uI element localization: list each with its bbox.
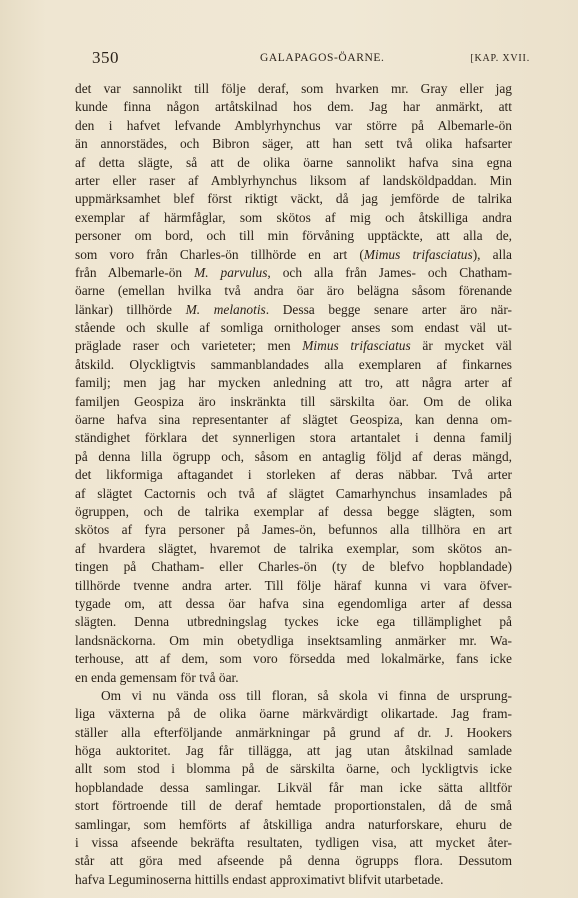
- text-line: ständighet förklara det synnerligen stora artantalet i denna familj: [75, 430, 512, 446]
- paragraph-end-line: en enda gemensam för två öar.: [75, 669, 239, 685]
- text-line: höga auktoritet. Jag får tillägga, att jag utan åtskilnad samlade: [75, 743, 512, 759]
- body-text: [75, 80, 512, 889]
- text-line: det var sannolikt till följe deraf, som hvarken mr. Gray eller jag: [75, 81, 512, 96]
- text-line: det likformiga aftagandet i storleken af deras näbbar. Två arter: [75, 467, 512, 483]
- paragraph-start-line: Om vi nu vända oss till floran, så skola vi finna de ursprung-: [101, 687, 512, 703]
- text-line: af detta slägte, så att de olika öarne sannolikt hafva sina egna: [75, 154, 512, 170]
- text-line: som voro från Charles-ön tillhörde en art (Mimus trifasciatus), alla: [75, 246, 513, 262]
- text-line: arter eller raser af Amblyrhynchus liksom af landsköldpaddan. Min: [75, 172, 512, 188]
- text-line: allt som stod i blomma på de särskilta öarne, och lyckligtvis icke: [75, 761, 512, 777]
- text-line: landsnäckorna. Om min obetydliga insektsamling anmärker mr. Wa-: [75, 632, 512, 648]
- text-line: stående och skulle af somliga ornithologer anses som endast väl ut-: [75, 320, 512, 336]
- text-line: tygade om, att dessa öar hafva sina egendomliga arter af dessa: [75, 595, 512, 611]
- text-line: familjen Geospiza äro inskränkta till särskilta öar. Om de olika: [75, 393, 512, 409]
- text-line: liga växterna på de olika öarne märkvärdigt olikartade. Jag fram-: [75, 706, 512, 722]
- text-line: af hvardera slägtet, hvaremot de talrika exemplar, som skötos an-: [75, 540, 512, 556]
- text-line: stort förtroende till de deraf hemtade proportionstalen, då de små: [75, 798, 512, 814]
- text-line: står att göra med afseende på denna ögrupps flora. Dessutom: [75, 853, 512, 869]
- text-line: familj; men jag har mycken anledning att tro, att några arter af: [75, 375, 512, 391]
- text-line: på denna lilla ögrupp och, såsom en antaglig följd af deras mängd,: [75, 448, 512, 464]
- text-line: hafva Leguminoserna hittills endast approximativt blifvit utarbetade.: [75, 871, 444, 887]
- text-line: öarne hafva sina representanter af slägtet Geospiza, kan denna om-: [75, 412, 512, 428]
- text-line: samlingar, som hemförts af åtskilliga andra naturforskare, ehuru de: [75, 816, 512, 832]
- text-line: terhouse, att af dem, som voro försedda med lokalmärke, fans icke: [75, 651, 512, 667]
- text-line: tingen på Chatham- eller Charles-ön (ty de blefvo hopblandade): [75, 559, 512, 575]
- text-line: än annorstädes, och Bibron säger, att han sett två olika hafsarter: [75, 136, 512, 152]
- text-line: af slägtet Cactornis och två af slägtet Camarhynchus insamlades på: [75, 485, 512, 501]
- text-line: skötos af fyra personer på James-ön, befunnos alla tillhöra en art: [75, 522, 512, 538]
- text-line: öarne (emellan hvilka två andra öar äro belägna såsom förenande: [75, 283, 512, 299]
- text-line: tillhörde tvenne andra arter. Till följe häraf kunna vi vara öfver-: [75, 577, 512, 593]
- text-line: exemplar af härmfåglar, som skötos af mig och åtskilliga andra: [75, 209, 512, 225]
- text-line: personer om bord, och till min förvåning upptäckte, att alla de,: [75, 228, 512, 244]
- text-line: slägten. Denna utbredningslag tyckes icke ega tillämplighet på: [75, 614, 512, 630]
- text-line: ställer alla efterföljande anmärkningar på grund af dr. J. Hookers: [75, 724, 512, 740]
- text-line: länkar) tillhörde M. melanotis. Dessa begge senare arter äro när-: [75, 301, 513, 317]
- text-line: ögruppen, och de talrika exemplar af dessa begge slägten, som: [75, 503, 512, 519]
- page-header: [92, 48, 530, 68]
- running-title: GALAPAGOS-ÖARNE.: [260, 52, 385, 64]
- text-line: kunde finna någon artåtskilnad hos dem. Jag har anmärkt, att: [75, 99, 512, 115]
- text-line: uppmärksamhet blef först riktigt väckt, då jag jemförde de talrika: [75, 191, 512, 207]
- chapter-marker: [KAP. XVII.: [470, 53, 530, 64]
- text-line: präglade raser och varieteter; men Mimus trifasciatus är mycket väl: [75, 338, 512, 354]
- page-number: 350: [92, 48, 119, 67]
- text-line: i vissa afseende bekräfta resultaten, tydligen visa, att mycket åter-: [75, 835, 512, 851]
- text-line: den i hafvet lefvande Amblyrhynchus var större på Albemarle-ön: [75, 117, 512, 133]
- text-line: hopblandade dessa samlingar. Likväl får man icke sätta alltför: [75, 779, 512, 795]
- text-line: från Albemarle-ön M. parvulus, och alla från James- och Chatham-: [75, 264, 513, 280]
- text-line: åtskild. Olyckligtvis sammanblandades alla exemplaren af finkarnes: [75, 356, 512, 372]
